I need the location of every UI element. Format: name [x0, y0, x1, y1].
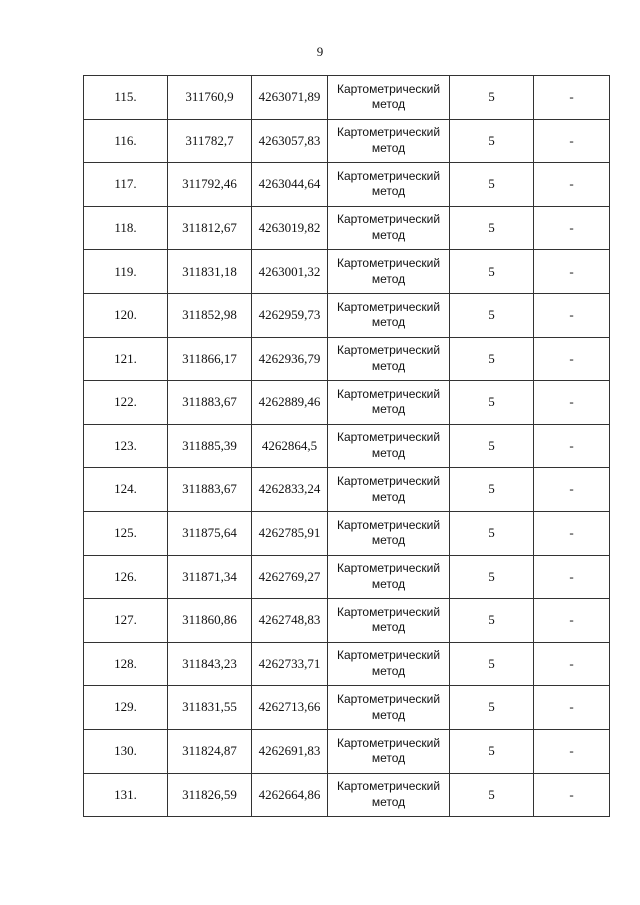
method-cell: [328, 76, 450, 120]
note-cell: -: [534, 642, 610, 686]
y-coordinate-cell: 4263019,82: [252, 206, 328, 250]
note-cell: -: [534, 163, 610, 207]
method-line-2: метод: [371, 751, 406, 766]
y-coordinate-cell: 4262936,79: [252, 337, 328, 381]
y-coordinate-cell: 4262833,24: [252, 468, 328, 512]
coordinates-table: [83, 75, 610, 817]
y-coordinate-cell: 4262748,83: [252, 599, 328, 643]
accuracy-cell: 5: [450, 686, 534, 730]
method-line-2: метод: [371, 315, 406, 330]
table-row: [84, 206, 610, 250]
method-cell: [328, 424, 450, 468]
method-line-1: Картометрический: [336, 692, 441, 707]
x-coordinate-cell: 311852,98: [168, 293, 252, 337]
note-cell: -: [534, 773, 610, 817]
point-number-cell: 131.: [84, 773, 168, 817]
x-coordinate-cell: 311883,67: [168, 381, 252, 425]
table-row: [84, 250, 610, 294]
accuracy-cell: 5: [450, 163, 534, 207]
method-cell: [328, 119, 450, 163]
x-coordinate-cell: 311875,64: [168, 511, 252, 555]
method-line-1: Картометрический: [336, 604, 441, 619]
point-number-cell: 120.: [84, 293, 168, 337]
method-line-2: метод: [371, 533, 406, 548]
accuracy-cell: 5: [450, 468, 534, 512]
note-cell: -: [534, 555, 610, 599]
method-line-1: Картометрический: [336, 256, 441, 271]
method-line-1: Картометрический: [336, 430, 441, 445]
note-cell: -: [534, 729, 610, 773]
method-line-1: Картометрический: [336, 343, 441, 358]
note-cell: -: [534, 337, 610, 381]
table-row: [84, 729, 610, 773]
note-cell: -: [534, 76, 610, 120]
point-number-cell: 126.: [84, 555, 168, 599]
x-coordinate-cell: 311792,46: [168, 163, 252, 207]
x-coordinate-cell: 311860,86: [168, 599, 252, 643]
accuracy-cell: 5: [450, 729, 534, 773]
table-row: [84, 163, 610, 207]
method-cell: [328, 511, 450, 555]
method-cell: [328, 555, 450, 599]
method-line-1: Картометрический: [336, 386, 441, 401]
method-cell: [328, 599, 450, 643]
x-coordinate-cell: 311831,55: [168, 686, 252, 730]
method-line-1: Картометрический: [336, 779, 441, 794]
method-line-1: Картометрический: [336, 81, 441, 96]
method-line-2: метод: [371, 271, 406, 286]
x-coordinate-cell: 311831,18: [168, 250, 252, 294]
method-line-1: Картометрический: [336, 517, 441, 532]
x-coordinate-cell: 311760,9: [168, 76, 252, 120]
x-coordinate-cell: 311885,39: [168, 424, 252, 468]
method-line-2: метод: [371, 184, 406, 199]
point-number-cell: 128.: [84, 642, 168, 686]
accuracy-cell: 5: [450, 511, 534, 555]
method-cell: [328, 381, 450, 425]
y-coordinate-cell: 4262733,71: [252, 642, 328, 686]
point-number-cell: 124.: [84, 468, 168, 512]
table-row: [84, 468, 610, 512]
y-coordinate-cell: 4262769,27: [252, 555, 328, 599]
note-cell: -: [534, 206, 610, 250]
table-row: [84, 76, 610, 120]
x-coordinate-cell: 311843,23: [168, 642, 252, 686]
accuracy-cell: 5: [450, 119, 534, 163]
method-cell: [328, 773, 450, 817]
method-line-1: Картометрический: [336, 648, 441, 663]
point-number-cell: 116.: [84, 119, 168, 163]
accuracy-cell: 5: [450, 76, 534, 120]
y-coordinate-cell: 4263001,32: [252, 250, 328, 294]
method-line-2: метод: [371, 794, 406, 809]
accuracy-cell: 5: [450, 337, 534, 381]
table-row: [84, 642, 610, 686]
point-number-cell: 123.: [84, 424, 168, 468]
method-line-2: метод: [371, 707, 406, 722]
method-line-1: Картометрический: [336, 125, 441, 140]
y-coordinate-cell: 4263044,64: [252, 163, 328, 207]
method-line-2: метод: [371, 402, 406, 417]
y-coordinate-cell: 4262889,46: [252, 381, 328, 425]
note-cell: -: [534, 599, 610, 643]
note-cell: -: [534, 119, 610, 163]
point-number-cell: 118.: [84, 206, 168, 250]
y-coordinate-cell: 4262664,86: [252, 773, 328, 817]
accuracy-cell: 5: [450, 206, 534, 250]
note-cell: -: [534, 511, 610, 555]
point-number-cell: 130.: [84, 729, 168, 773]
x-coordinate-cell: 311866,17: [168, 337, 252, 381]
accuracy-cell: 5: [450, 250, 534, 294]
coordinates-table-body: [84, 76, 610, 817]
point-number-cell: 127.: [84, 599, 168, 643]
y-coordinate-cell: 4262864,5: [252, 424, 328, 468]
accuracy-cell: 5: [450, 555, 534, 599]
method-line-2: метод: [371, 664, 406, 679]
point-number-cell: 117.: [84, 163, 168, 207]
page-number: 9: [316, 44, 324, 59]
method-cell: [328, 250, 450, 294]
method-line-2: метод: [371, 489, 406, 504]
y-coordinate-cell: 4262959,73: [252, 293, 328, 337]
note-cell: -: [534, 468, 610, 512]
accuracy-cell: 5: [450, 424, 534, 468]
point-number-cell: 121.: [84, 337, 168, 381]
table-row: [84, 424, 610, 468]
note-cell: -: [534, 424, 610, 468]
table-row: [84, 511, 610, 555]
y-coordinate-cell: 4263071,89: [252, 76, 328, 120]
table-row: [84, 555, 610, 599]
point-number-cell: 115.: [84, 76, 168, 120]
table-row: [84, 337, 610, 381]
method-line-2: метод: [371, 620, 406, 635]
method-cell: [328, 337, 450, 381]
note-cell: -: [534, 381, 610, 425]
y-coordinate-cell: 4262691,83: [252, 729, 328, 773]
table-row: [84, 686, 610, 730]
x-coordinate-cell: 311824,87: [168, 729, 252, 773]
accuracy-cell: 5: [450, 642, 534, 686]
method-cell: [328, 163, 450, 207]
x-coordinate-cell: 311826,59: [168, 773, 252, 817]
method-line-2: метод: [371, 228, 406, 243]
table-row: [84, 119, 610, 163]
method-line-1: Картометрический: [336, 561, 441, 576]
point-number-cell: 125.: [84, 511, 168, 555]
point-number-cell: 129.: [84, 686, 168, 730]
note-cell: -: [534, 250, 610, 294]
method-line-1: Картометрический: [336, 735, 441, 750]
table-row: [84, 381, 610, 425]
x-coordinate-cell: 311883,67: [168, 468, 252, 512]
y-coordinate-cell: 4262713,66: [252, 686, 328, 730]
method-cell: [328, 468, 450, 512]
note-cell: -: [534, 293, 610, 337]
x-coordinate-cell: 311871,34: [168, 555, 252, 599]
x-coordinate-cell: 311812,67: [168, 206, 252, 250]
method-line-2: метод: [371, 97, 406, 112]
method-line-2: метод: [371, 576, 406, 591]
method-cell: [328, 642, 450, 686]
method-line-2: метод: [371, 140, 406, 155]
method-cell: [328, 686, 450, 730]
note-cell: -: [534, 686, 610, 730]
method-cell: [328, 206, 450, 250]
point-number-cell: 119.: [84, 250, 168, 294]
accuracy-cell: 5: [450, 381, 534, 425]
y-coordinate-cell: 4263057,83: [252, 119, 328, 163]
method-line-2: метод: [371, 446, 406, 461]
point-number-cell: 122.: [84, 381, 168, 425]
accuracy-cell: 5: [450, 599, 534, 643]
y-coordinate-cell: 4262785,91: [252, 511, 328, 555]
method-line-1: Картометрический: [336, 212, 441, 227]
x-coordinate-cell: 311782,7: [168, 119, 252, 163]
table-row: [84, 599, 610, 643]
method-line-1: Картометрический: [336, 168, 441, 183]
table-row: [84, 773, 610, 817]
method-cell: [328, 293, 450, 337]
method-cell: [328, 729, 450, 773]
method-line-1: Картометрический: [336, 474, 441, 489]
method-line-1: Картометрический: [336, 299, 441, 314]
method-line-2: метод: [371, 358, 406, 373]
accuracy-cell: 5: [450, 773, 534, 817]
table-row: [84, 293, 610, 337]
accuracy-cell: 5: [450, 293, 534, 337]
